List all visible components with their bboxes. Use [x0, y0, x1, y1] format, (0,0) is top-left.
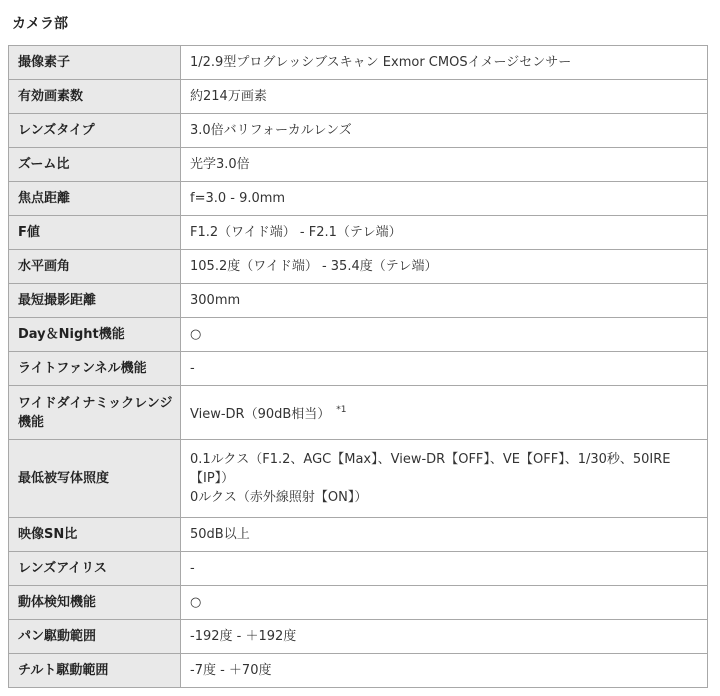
camera-spec-table — [8, 45, 708, 688]
row-value: ○ — [181, 586, 708, 620]
table-row — [9, 148, 708, 182]
table-row — [9, 518, 708, 552]
row-label: 最短撮影距離 — [9, 284, 181, 318]
table-row — [9, 654, 708, 688]
row-value: 105.2度（ワイド端） - 35.4度（テレ端） — [181, 250, 708, 284]
row-label: レンズアイリス — [9, 552, 181, 586]
row-value: 1/2.9型プログレッシブスキャン Exmor CMOSイメージセンサー — [181, 46, 708, 80]
row-label: 焦点距離 — [9, 182, 181, 216]
row-value: -192度 - ＋192度 — [181, 620, 708, 654]
row-value: 50dB以上 — [181, 518, 708, 552]
table-row — [9, 114, 708, 148]
table-row — [9, 216, 708, 250]
row-value: 約214万画素 — [181, 80, 708, 114]
row-value: F1.2（ワイド端） - F2.1（テレ端） — [181, 216, 708, 250]
table-row — [9, 352, 708, 386]
row-value — [181, 386, 708, 440]
table-row — [9, 80, 708, 114]
row-value: 300mm — [181, 284, 708, 318]
row-value: f=3.0 - 9.0mm — [181, 182, 708, 216]
row-label: ワイドダイナミックレンジ機能 — [9, 386, 181, 440]
row-value-text: View-DR（90dB相当） — [190, 407, 331, 422]
table-row — [9, 284, 708, 318]
row-label: 有効画素数 — [9, 80, 181, 114]
row-value — [181, 440, 708, 518]
table-row — [9, 46, 708, 80]
row-label: 水平画角 — [9, 250, 181, 284]
row-label: F値 — [9, 216, 181, 250]
table-row — [9, 586, 708, 620]
table-row — [9, 318, 708, 352]
row-value: ○ — [181, 318, 708, 352]
section-title: カメラ部 — [12, 16, 68, 32]
row-label: Day＆Night機能 — [9, 318, 181, 352]
row-value-line: 0.1ルクス（F1.2、AGC【Max】、View-DR【OFF】、VE【OFF】、1/30秒、50IRE【IP】） — [190, 452, 671, 486]
row-label: レンズタイプ — [9, 114, 181, 148]
row-label: 撮像素子 — [9, 46, 181, 80]
table-row — [9, 620, 708, 654]
row-value-line: 0ルクス（赤外線照射【ON】） — [190, 490, 368, 505]
row-value: 3.0倍バリフォーカルレンズ — [181, 114, 708, 148]
table-row — [9, 440, 708, 518]
row-value: -7度 - ＋70度 — [181, 654, 708, 688]
row-label: 映像SN比 — [9, 518, 181, 552]
table-row — [9, 250, 708, 284]
table-row — [9, 386, 708, 440]
row-value: - — [181, 552, 708, 586]
row-label: チルト駆動範囲 — [9, 654, 181, 688]
row-label: 最低被写体照度 — [9, 440, 181, 518]
row-label: パン駆動範囲 — [9, 620, 181, 654]
row-label: ズーム比 — [9, 148, 181, 182]
table-row — [9, 182, 708, 216]
row-label: 動体検知機能 — [9, 586, 181, 620]
footnote-marker: *1 — [336, 405, 347, 415]
table-row — [9, 552, 708, 586]
row-value: - — [181, 352, 708, 386]
row-label: ライトファンネル機能 — [9, 352, 181, 386]
row-value: 光学3.0倍 — [181, 148, 708, 182]
